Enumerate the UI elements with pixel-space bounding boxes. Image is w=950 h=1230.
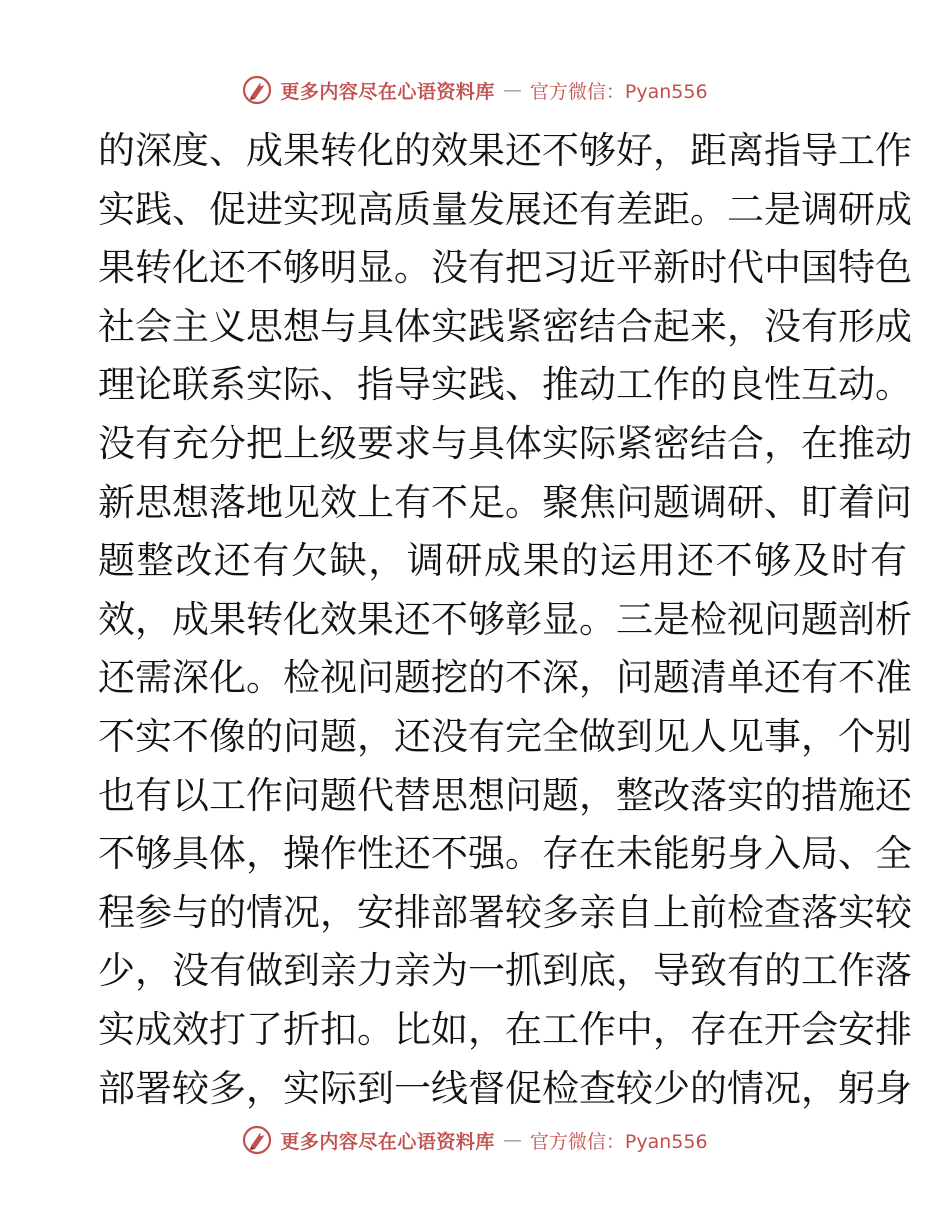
text-line: 题整改还有欠缺，调研成果的运用还不够及时有 (98, 539, 909, 583)
text-line: 部署较多，实际到一线督促检查较少的情况，躬身 (98, 1066, 912, 1110)
watermark-main-text: 更多内容尽在心语资料库 (280, 1130, 495, 1153)
watermark-separator: — (502, 1129, 522, 1151)
text-line: 社会主义思想与具体实践紧密结合起来，没有形成 (98, 304, 912, 348)
text-line: 不够具体，操作性还不强。存在未能躬身入局、全 (98, 832, 912, 876)
watermark-separator: — (502, 79, 522, 101)
text-line: 实践、促进实现高质量发展还有差距。二是调研成 (98, 187, 912, 231)
footer-watermark (0, 1120, 950, 1160)
watermark-sub-text: 官方微信：Pyan556 (529, 1130, 708, 1153)
text-line: 没有充分把上级要求与具体实际紧密结合，在推动 (98, 421, 912, 465)
document-body (98, 122, 912, 1118)
watermark-sub-text: 官方微信：Pyan556 (529, 80, 708, 103)
text-line: 实成效打了折扣。比如，在工作中，存在开会安排 (98, 1007, 912, 1051)
text-line: 程参与的情况，安排部署较多亲自上前检查落实较 (98, 890, 912, 934)
watermark-main-text: 更多内容尽在心语资料库 (280, 80, 495, 103)
text-line: 也有以工作问题代替思想问题，整改落实的措施还 (98, 773, 912, 817)
header-watermark (0, 70, 950, 110)
pen-nib-logo-icon (242, 75, 272, 105)
pen-nib-logo-icon (242, 1125, 272, 1155)
text-line: 少，没有做到亲力亲为一抓到底，导致有的工作落 (98, 949, 912, 993)
text-line: 的深度、成果转化的效果还不够好，距离指导工作 (98, 129, 912, 172)
text-line: 新思想落地见效上有不足。聚焦问题调研、盯着问 (98, 480, 912, 524)
text-line: 理论联系实际、指导实践、推动工作的良性互动。 (98, 363, 912, 407)
text-line: 还需深化。检视问题挖的不深，问题清单还有不准 (98, 656, 912, 700)
text-line: 不实不像的问题，还没有完全做到见人见事，个别 (98, 714, 912, 758)
text-line: 效，成果转化效果还不够彰显。三是检视问题剖析 (98, 597, 912, 641)
text-line: 果转化还不够明显。没有把习近平新时代中国特色 (98, 246, 912, 290)
